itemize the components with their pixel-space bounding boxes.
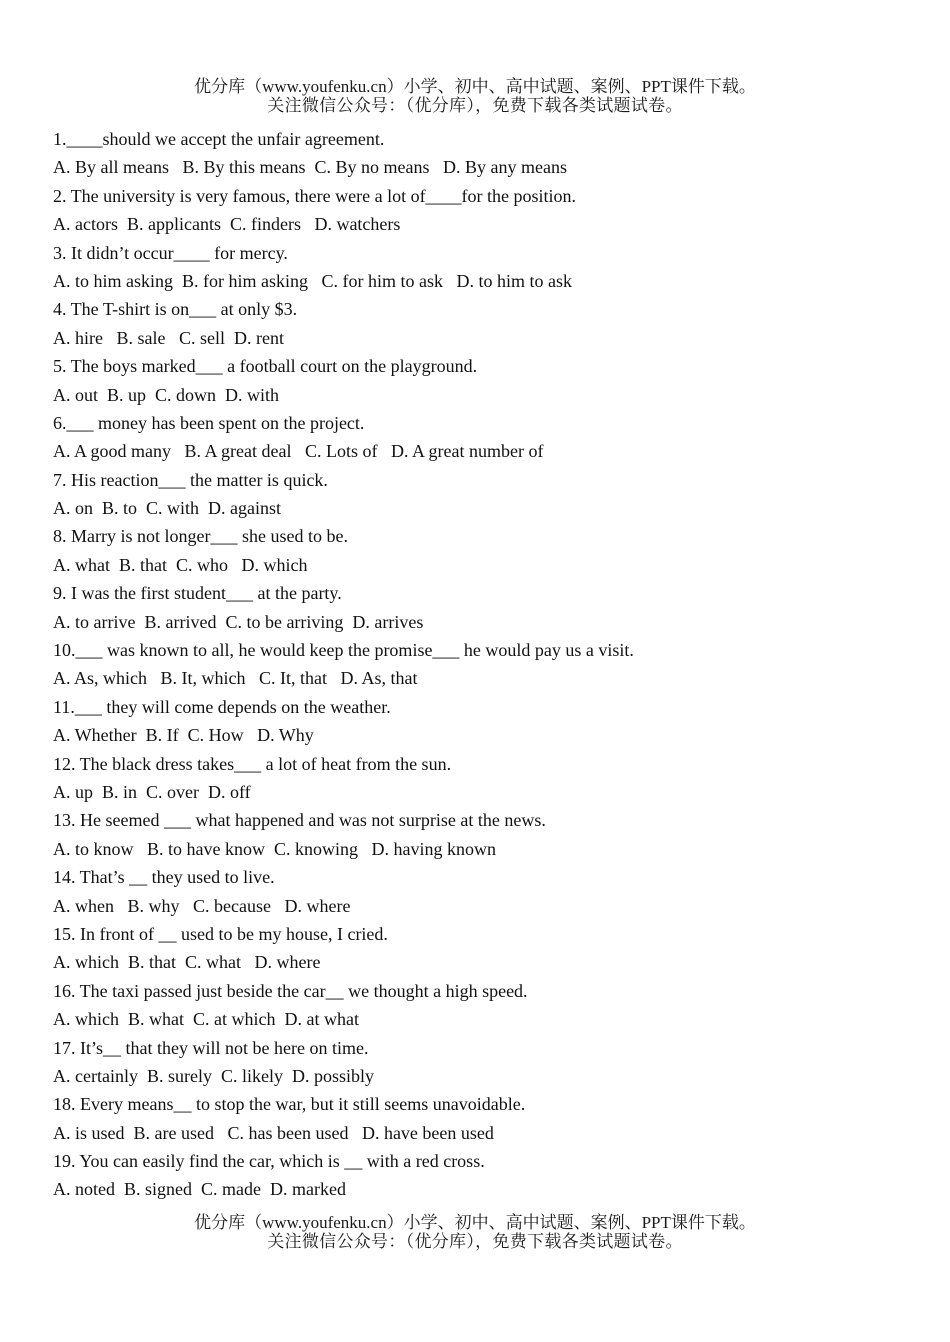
question-3-stem: 3. It didn’t occur____ for mercy. bbox=[53, 242, 288, 263]
question-11-stem: 11.___ they will come depends on the weather. bbox=[53, 696, 391, 717]
header-line-2: 关注微信公众号：（优分库），免费下载各类试题试卷。 bbox=[267, 96, 683, 115]
question-2-options: A. actors B. applicants C. finders D. watchers bbox=[53, 214, 401, 235]
question-6-options: A. A good many B. A great deal C. Lots of D. A great number of bbox=[53, 441, 544, 462]
question-10-options: A. As, which B. It, which C. It, that D. As, that bbox=[53, 668, 418, 689]
question-16-stem: 16. The taxi passed just beside the car__ we thought a high speed. bbox=[53, 980, 528, 1001]
question-1-options: A. By all means B. By this means C. By no means D. By any means bbox=[53, 157, 567, 178]
question-15-options: A. which B. that C. what D. where bbox=[53, 952, 321, 973]
question-5-options: A. out B. up C. down D. with bbox=[53, 384, 280, 405]
question-11-options: A. Whether B. If C. How D. Why bbox=[53, 725, 314, 746]
question-17-stem: 17. It’s__ that they will not be here on time. bbox=[53, 1037, 369, 1058]
question-15-stem: 15. In front of __ used to be my house, I cried. bbox=[53, 923, 388, 944]
question-8-options: A. what B. that C. who D. which bbox=[53, 554, 308, 575]
question-19-options: A. noted B. signed C. made D. marked bbox=[53, 1179, 346, 1200]
page-header bbox=[0, 77, 950, 115]
question-18-options: A. is used B. are used C. has been used D. have been used bbox=[53, 1122, 494, 1143]
question-3-options: A. to him asking B. for him asking C. for him to ask D. to him to ask bbox=[53, 270, 572, 291]
question-16-options: A. which B. what C. at which D. at what bbox=[53, 1009, 359, 1030]
question-5-stem: 5. The boys marked___ a football court on the playground. bbox=[53, 356, 478, 377]
question-13-stem: 13. He seemed ___ what happened and was not surprise at the news. bbox=[53, 810, 546, 831]
question-list bbox=[53, 125, 913, 1204]
question-14-options: A. when B. why C. because D. where bbox=[53, 895, 351, 916]
page-footer bbox=[0, 1213, 950, 1251]
question-4-stem: 4. The T-shirt is on___ at only $3. bbox=[53, 299, 298, 320]
question-14-stem: 14. That’s __ they used to live. bbox=[53, 867, 275, 888]
question-9-options: A. to arrive B. arrived C. to be arriving D. arrives bbox=[53, 611, 424, 632]
question-12-options: A. up B. in C. over D. off bbox=[53, 781, 251, 802]
question-6-stem: 6.___ money has been spent on the project. bbox=[53, 412, 365, 433]
question-7-stem: 7. His reaction___ the matter is quick. bbox=[53, 469, 328, 490]
question-7-options: A. on B. to C. with D. against bbox=[53, 498, 281, 519]
question-17-options: A. certainly B. surely C. likely D. possibly bbox=[53, 1065, 374, 1086]
footer-line-2: 关注微信公众号：（优分库），免费下载各类试题试卷。 bbox=[267, 1232, 683, 1251]
footer-line-1: 优分库（www.youfenku.cn）小学、初中、高中试题、案例、PPT课件下载。 bbox=[194, 1213, 756, 1232]
question-4-options: A. hire B. sale C. sell D. rent bbox=[53, 327, 284, 348]
question-1-stem: 1.____should we accept the unfair agreement. bbox=[53, 129, 385, 149]
question-10-stem: 10.___ was known to all, he would keep the promise___ he would pay us a visit. bbox=[53, 640, 634, 661]
question-13-options: A. to know B. to have know C. knowing D. having known bbox=[53, 838, 496, 859]
question-19-stem: 19. You can easily find the car, which is __ with a red cross. bbox=[53, 1151, 485, 1172]
header-line-1: 优分库（www.youfenku.cn）小学、初中、高中试题、案例、PPT课件下载。 bbox=[194, 77, 756, 96]
question-2-stem: 2. The university is very famous, there were a lot of____for the position. bbox=[53, 185, 577, 206]
question-8-stem: 8. Marry is not longer___ she used to be. bbox=[53, 526, 348, 547]
question-18-stem: 18. Every means__ to stop the war, but it still seems unavoidable. bbox=[53, 1094, 526, 1115]
question-9-stem: 9. I was the first student___ at the party. bbox=[53, 583, 342, 604]
question-12-stem: 12. The black dress takes___ a lot of heat from the sun. bbox=[53, 753, 452, 774]
